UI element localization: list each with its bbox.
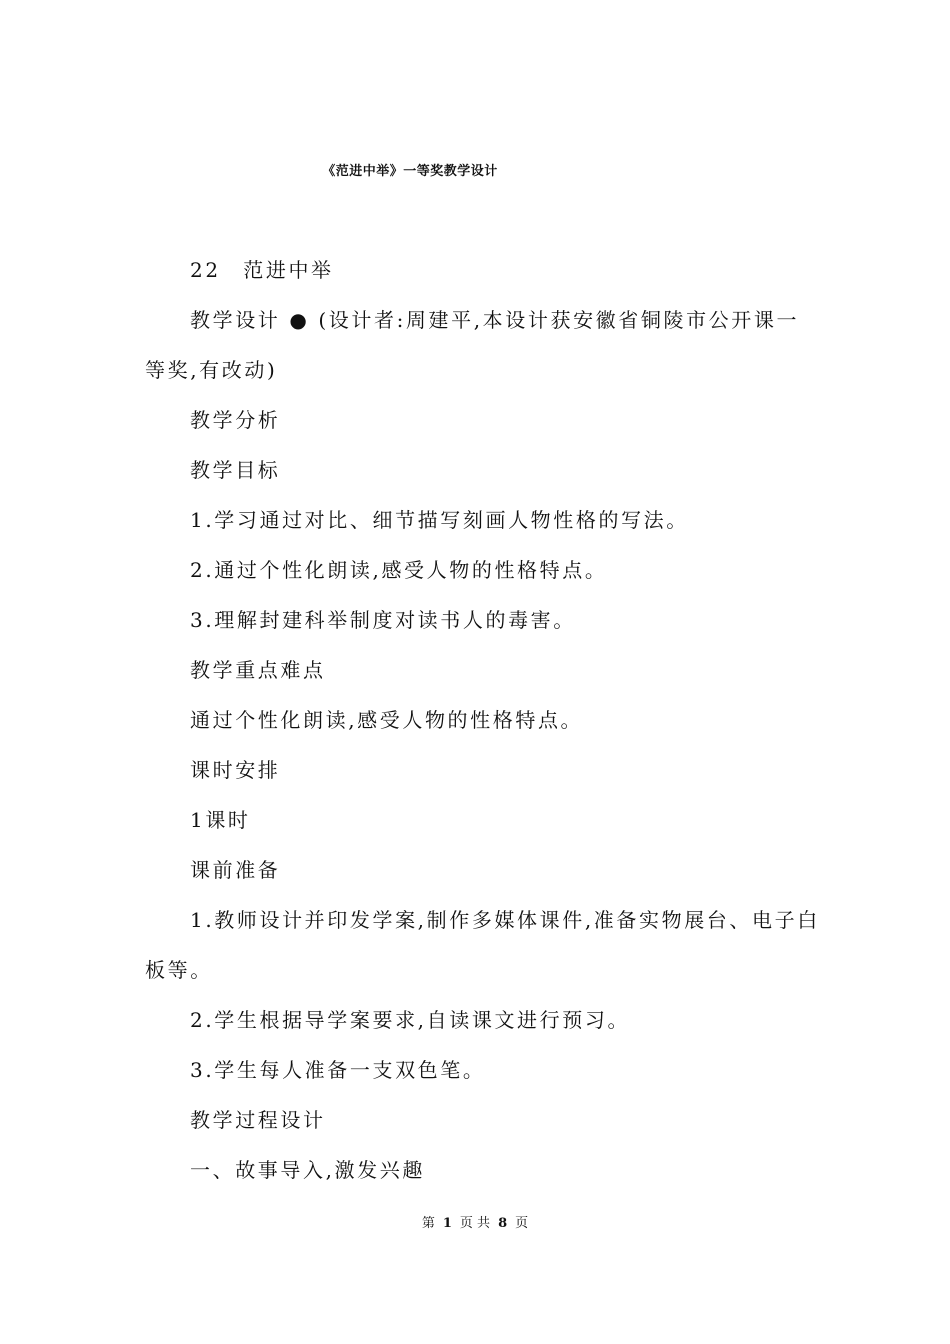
section-heading: 一、故事导入,激发兴趣 (190, 1158, 425, 1182)
list-item: 3.学生每人准备一支双色笔。 (190, 1058, 486, 1082)
document-title: 《范进中举》一等奖教学设计 (322, 164, 498, 179)
section-heading: 教学分析 (190, 408, 281, 432)
list-item: 3.理解封建科举制度对读书人的毒害。 (190, 608, 576, 632)
list-item: 2.学生根据导学案要求,自读课文进行预习。 (190, 1008, 631, 1032)
section-heading: 课时安排 (190, 758, 281, 782)
list-item: 1.教师设计并印发学案,制作多媒体课件,准备实物展台、电子白 (190, 908, 820, 932)
footer-middle: 页 共 (459, 1216, 491, 1231)
section-heading: 教学重点难点 (190, 658, 326, 682)
paragraph: 教学设计 ● (设计者:周建平,本设计获安徽省铜陵市公开课一 (190, 308, 800, 332)
footer-suffix: 页 (515, 1216, 529, 1231)
list-item: 1.学习通过对比、细节描写刻画人物性格的写法。 (190, 508, 689, 532)
list-item: 2.通过个性化朗读,感受人物的性格特点。 (190, 558, 608, 582)
paragraph: 22 范进中举 (190, 258, 334, 282)
paragraph: 通过个性化朗读,感受人物的性格特点。 (190, 708, 584, 732)
page-footer (0, 1214, 950, 1234)
section-heading: 课前准备 (190, 858, 281, 882)
section-heading: 教学过程设计 (190, 1108, 326, 1132)
footer-total-pages: 8 (498, 1216, 508, 1231)
paragraph-continuation: 板等。 (145, 958, 213, 982)
section-heading: 教学目标 (190, 458, 281, 482)
footer-prefix: 第 (421, 1216, 435, 1231)
footer-page-number: 1 (442, 1216, 452, 1231)
paragraph: 1课时 (190, 808, 251, 832)
paragraph-continuation: 等奖,有改动) (145, 358, 278, 382)
